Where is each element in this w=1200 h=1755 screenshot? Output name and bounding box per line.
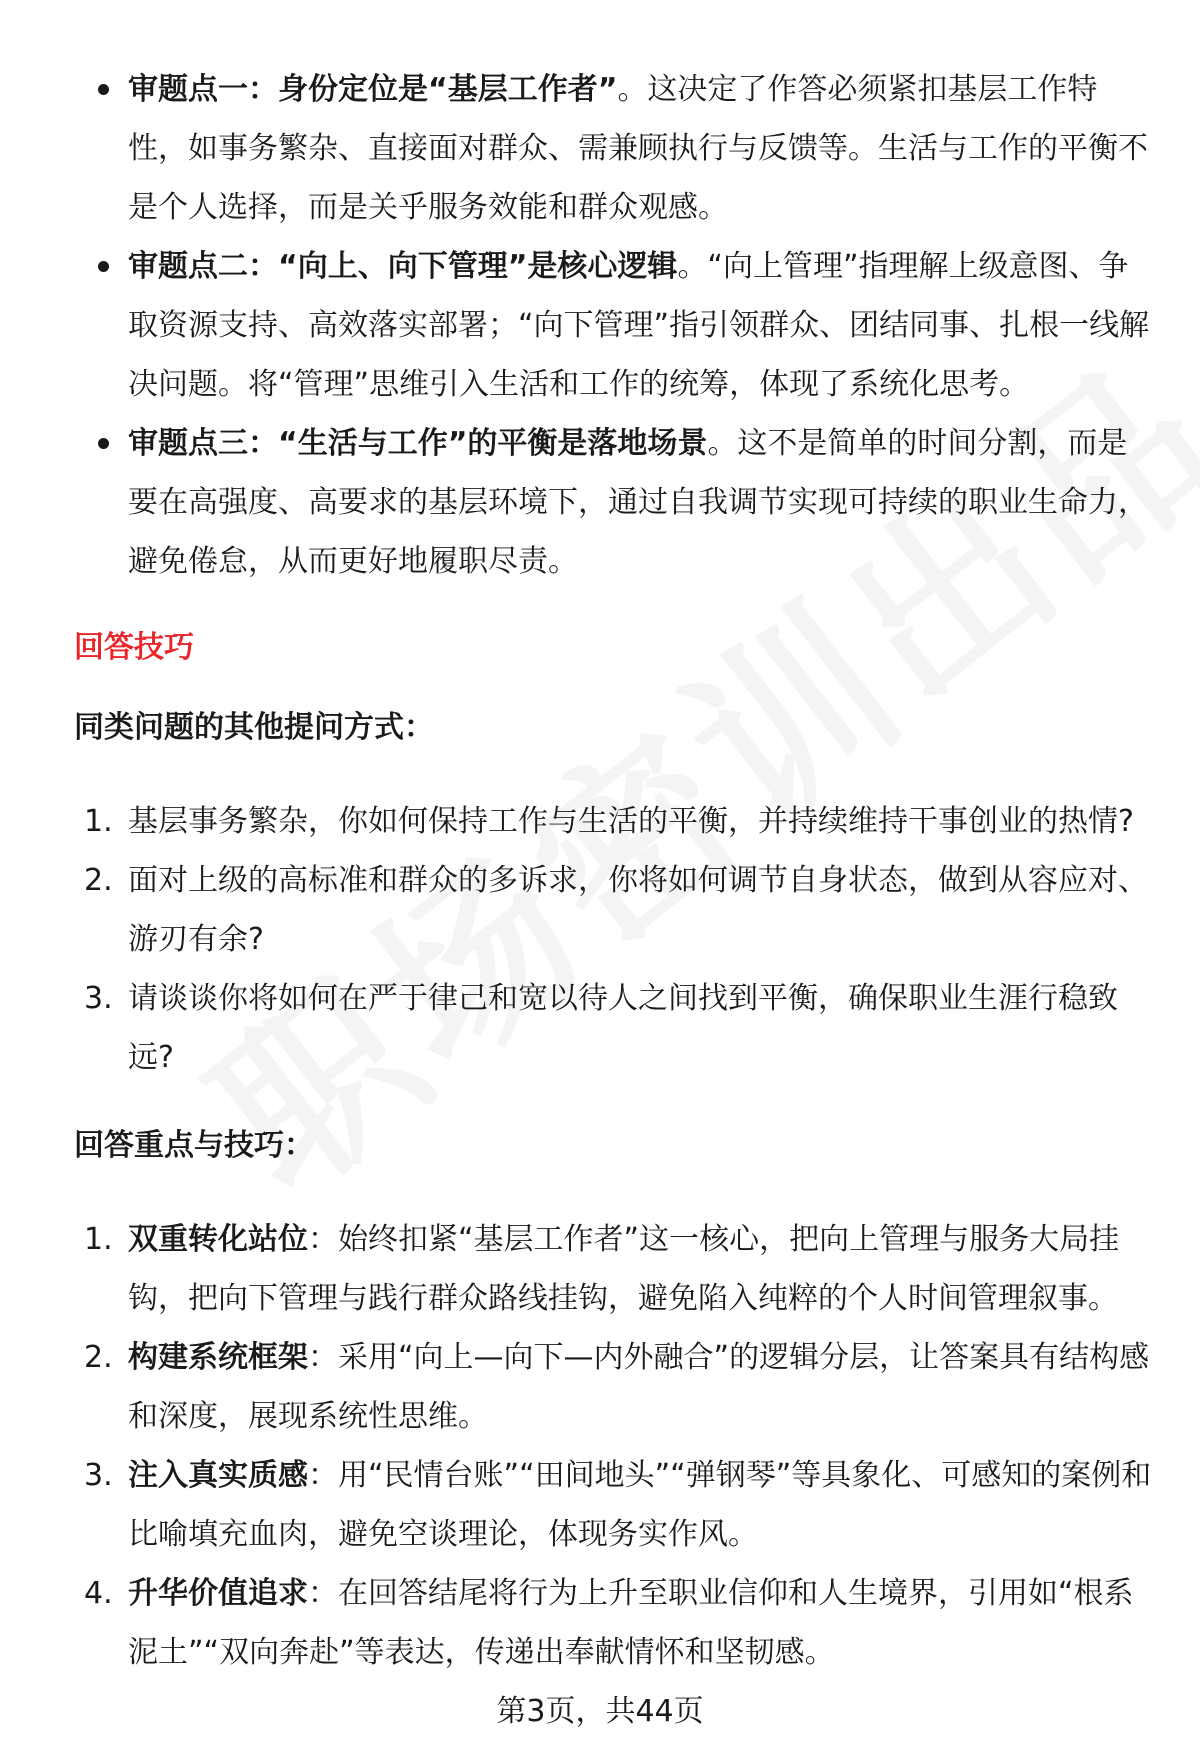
- list-item-title: 升华价值追求: [128, 1576, 308, 1611]
- key-points-heading: 回答重点与技巧：: [74, 1128, 314, 1163]
- list-item: [74, 1446, 1154, 1564]
- list-number: 4.: [84, 1576, 113, 1611]
- list-text: ：在回答结尾将行为上升至职业信仰和人生境界，引用如“根系泥土”“双向奔赴”等表达，传递出奉献情怀和坚韧感。: [128, 1576, 1134, 1670]
- list-item: [74, 1328, 1154, 1446]
- bullet-title: 审题点一：身份定位是“基层工作者”: [128, 72, 618, 107]
- bullet-dot-icon: [98, 438, 109, 449]
- page-number-footer: 第3页，共44页: [496, 1694, 704, 1729]
- bullet-item: [74, 414, 1154, 591]
- list-text: 请谈谈你将如何在严于律己和宽以待人之间找到平衡，确保职业生涯行稳致远?: [128, 981, 1118, 1075]
- list-item-title: 双重转化站位: [128, 1222, 308, 1257]
- list-number: 1.: [84, 1222, 113, 1257]
- list-text: 面对上级的高标准和群众的多诉求，你将如何调节自身状态，做到从容应对、游刃有余?: [128, 863, 1148, 957]
- bullet-item: [74, 237, 1154, 414]
- bullet-item: [74, 60, 1154, 237]
- list-text: 基层事务繁杂，你如何保持工作与生活的平衡，并持续维持干事创业的热情?: [128, 804, 1134, 839]
- list-item: [74, 792, 1154, 851]
- section-heading: 回答技巧: [74, 630, 194, 665]
- list-item: [74, 1564, 1154, 1682]
- list-item: [74, 1210, 1154, 1328]
- list-text: ：采用“向上—向下—内外融合”的逻辑分层，让答案具有结构感和深度，展现系统性思维。: [128, 1340, 1150, 1434]
- list-item: [74, 851, 1154, 969]
- similar-questions-heading: 同类问题的其他提问方式：: [74, 710, 434, 745]
- list-text: ：始终扣紧“基层工作者”这一核心，把向上管理与服务大局挂钩，把向下管理与践行群众路线挂钩，避免陷入纯粹的个人时间管理叙事。: [128, 1222, 1120, 1316]
- list-number: 2.: [84, 1340, 113, 1375]
- list-item-title: 注入真实质感: [128, 1458, 308, 1493]
- bullet-title: 审题点三：“生活与工作”的平衡是落地场景: [128, 426, 708, 461]
- bullet-text: 。这决定了作答必须紧扣基层工作特性，如事务繁杂、直接面对群众、需兼顾执行与反馈等。生活与工作的平衡不是个人选择，而是关乎服务效能和群众观感。: [128, 72, 1148, 225]
- list-item: [74, 969, 1154, 1087]
- key-points-list: [74, 1210, 1154, 1682]
- list-number: 3.: [84, 1458, 113, 1493]
- list-text: ：用“民情台账”“田间地头”“弹钢琴”等具象化、可感知的案例和比喻填充血肉，避免空谈理论，体现务实作风。: [128, 1458, 1152, 1552]
- bullet-text: 。这不是简单的时间分割，而是要在高强度、高要求的基层环境下，通过自我调节实现可持续的职业生命力，避免倦怠，从而更好地履职尽责。: [128, 426, 1148, 579]
- bullet-dot-icon: [98, 84, 109, 95]
- list-number: 3.: [84, 981, 113, 1016]
- bullet-dot-icon: [98, 261, 109, 272]
- list-number: 1.: [84, 804, 113, 839]
- bullet-title: 审题点二：“向上、向下管理”是核心逻辑: [128, 249, 678, 284]
- list-item-title: 构建系统框架: [128, 1340, 308, 1375]
- similar-questions-list: [74, 792, 1154, 1087]
- bullet-text: 。“向上管理”指理解上级意图、争取资源支持、高效落实部署；“向下管理”指引领群众、团结同事、扎根一线解决问题。将“管理”思维引入生活和工作的统筹，体现了系统化思考。: [128, 249, 1150, 402]
- analysis-bullet-list: [74, 60, 1154, 591]
- list-number: 2.: [84, 863, 113, 898]
